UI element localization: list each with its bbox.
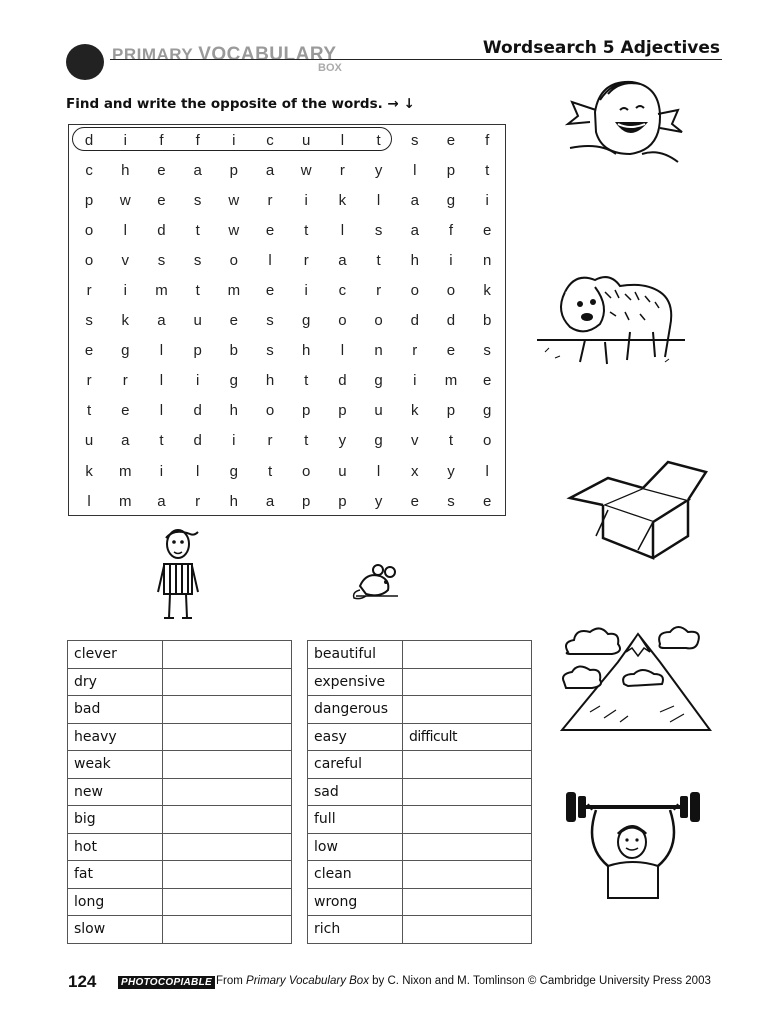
grid-letter: y <box>374 161 383 179</box>
grid-letter: h <box>410 251 419 269</box>
grid-letter: r <box>267 191 273 209</box>
right-answer-field[interactable] <box>403 641 532 669</box>
grid-letter: w <box>119 191 131 209</box>
right-word: sad <box>308 778 403 806</box>
grid-letter: y <box>338 432 347 450</box>
table-row <box>308 696 532 724</box>
grid-letter: d <box>446 312 456 330</box>
grid-letter: k <box>85 462 93 480</box>
left-answer-field[interactable] <box>163 723 292 751</box>
grid-letter: i <box>485 191 489 209</box>
grid-letter: l <box>376 462 381 480</box>
grid-letter: i <box>449 251 453 269</box>
grid-letter: g <box>302 312 311 330</box>
grid-letter: k <box>121 312 130 330</box>
grid-letter: d <box>338 372 347 390</box>
grid-letter: a <box>338 251 347 269</box>
grid-letter: p <box>446 161 456 179</box>
grid-letter: c <box>266 131 274 149</box>
grid-letter: i <box>413 372 417 390</box>
grid-letter: l <box>159 402 164 420</box>
table-row <box>68 641 292 669</box>
grid-letter: r <box>376 282 382 300</box>
grid-letter: d <box>193 432 202 450</box>
grid-letter: s <box>193 191 202 209</box>
header-rule <box>110 59 722 60</box>
grid-letter: s <box>447 492 455 510</box>
grid-letter: d <box>193 402 202 420</box>
grid-letter: s <box>266 312 274 330</box>
grid-letter: y <box>374 492 383 510</box>
grid-letter: e <box>121 402 130 420</box>
grid-letter: m <box>227 282 241 300</box>
left-word: long <box>68 888 163 916</box>
grid-letter: r <box>339 161 345 179</box>
grid-letter: p <box>229 161 239 179</box>
grid-letter: t <box>267 462 273 480</box>
grid-letter: m <box>119 492 132 510</box>
weightlifter-icon <box>562 786 704 901</box>
grid-letter: s <box>411 131 419 149</box>
left-answer-field[interactable] <box>163 778 292 806</box>
grid-letter: e <box>229 312 239 330</box>
table-row <box>308 888 532 916</box>
grid-letter: a <box>265 161 275 179</box>
right-word: clean <box>308 861 403 889</box>
laughing-girl-icon <box>560 72 685 177</box>
table-row <box>308 833 532 861</box>
grid-letter: e <box>482 372 492 390</box>
right-answer-field[interactable] <box>403 806 532 834</box>
grid-letter: o <box>302 462 311 480</box>
word-table-right <box>307 640 532 944</box>
left-answer-field[interactable] <box>163 696 292 724</box>
grid-letter: i <box>304 191 308 209</box>
grid-letter: r <box>267 432 273 450</box>
left-word: bad <box>68 696 163 724</box>
grid-letter: u <box>374 402 383 420</box>
grid-letter: a <box>265 492 275 510</box>
grid-letter: b <box>482 312 492 330</box>
grid-letter: w <box>228 191 240 209</box>
grid-letter: e <box>157 161 166 179</box>
right-answer-field[interactable] <box>403 751 532 779</box>
found-word-loop <box>72 127 392 151</box>
grid-letter: h <box>302 342 311 360</box>
grid-letter: g <box>121 342 130 360</box>
right-word: rich <box>308 916 403 944</box>
table-row <box>308 723 532 751</box>
grid-letter: k <box>338 191 347 209</box>
grid-letter: d <box>410 312 419 330</box>
grid-letter: o <box>84 251 94 269</box>
grid-letter: k <box>483 282 491 300</box>
grid-letter: l <box>195 462 200 480</box>
grid-letter: l <box>159 372 164 390</box>
table-row <box>68 696 292 724</box>
grid-letter: c <box>338 282 347 300</box>
grid-letter: w <box>228 221 240 239</box>
grid-letter: l <box>485 462 489 480</box>
credit-book-title: Primary Vocabulary Box <box>246 975 369 987</box>
grid-letter: r <box>412 342 418 360</box>
grid-letter: n <box>374 342 383 360</box>
page-title: Wordsearch 5 Adjectives <box>482 38 720 58</box>
grid-letter: t <box>304 372 309 390</box>
left-answer-field[interactable] <box>163 861 292 889</box>
brand-logo <box>112 44 337 66</box>
wordsearch-cells <box>71 125 505 516</box>
grid-letter: o <box>338 312 347 330</box>
table-row <box>68 861 292 889</box>
grid-letter: s <box>193 251 202 269</box>
right-answer-field[interactable] <box>403 888 532 916</box>
grid-letter: o <box>374 312 383 330</box>
grid-letter: t <box>195 282 200 300</box>
grid-letter: p <box>84 191 94 209</box>
grid-letter: s <box>85 312 93 330</box>
grid-letter: a <box>410 221 419 239</box>
grid-letter: f <box>159 131 164 149</box>
grid-letter: o <box>229 251 239 269</box>
table-row <box>68 751 292 779</box>
grid-letter: i <box>123 131 127 149</box>
left-word: new <box>68 778 163 806</box>
right-answer-field[interactable] <box>403 861 532 889</box>
grid-letter: m <box>155 282 168 300</box>
left-answer-field[interactable] <box>163 751 292 779</box>
grid-letter: s <box>374 221 383 239</box>
table-row <box>308 641 532 669</box>
grid-letter: v <box>411 432 419 450</box>
grid-letter: r <box>86 282 92 300</box>
grid-letter: e <box>446 131 456 149</box>
right-answer-field[interactable]: difficult <box>403 723 532 751</box>
left-answer-field[interactable] <box>163 833 292 861</box>
grid-letter: s <box>266 342 274 360</box>
right-answer-field[interactable] <box>403 916 532 944</box>
grid-letter: l <box>340 342 345 360</box>
grid-letter: c <box>85 161 93 179</box>
grid-letter: e <box>446 342 456 360</box>
table-row <box>68 778 292 806</box>
grid-letter: g <box>482 402 492 420</box>
grid-letter: p <box>446 402 456 420</box>
right-word: expensive <box>308 668 403 696</box>
grid-letter: i <box>304 282 308 300</box>
table-row <box>308 778 532 806</box>
table-row <box>308 861 532 889</box>
grid-letter: i <box>232 432 236 450</box>
grid-letter: u <box>302 131 311 149</box>
grid-letter: f <box>485 131 490 149</box>
grid-letter: i <box>159 462 164 480</box>
grid-letter: r <box>86 372 92 390</box>
grid-letter: e <box>265 282 275 300</box>
table-row <box>68 833 292 861</box>
left-word: dry <box>68 668 163 696</box>
grid-letter: p <box>302 402 311 420</box>
grid-letter: p <box>302 492 311 510</box>
grid-letter: o <box>482 432 492 450</box>
grid-letter: h <box>121 161 130 179</box>
grid-letter: o <box>84 221 94 239</box>
left-answer-field[interactable] <box>163 668 292 696</box>
grid-letter: t <box>87 402 92 420</box>
grid-letter: m <box>444 372 458 390</box>
grid-letter: e <box>157 191 166 209</box>
brand-primary: PRIMARY <box>112 45 199 64</box>
grid-letter: g <box>229 372 239 390</box>
grid-letter: p <box>338 492 347 510</box>
grid-letter: e <box>482 221 492 239</box>
credit-from: From <box>216 975 247 987</box>
left-word: clever <box>68 641 163 669</box>
grid-letter: o <box>446 282 456 300</box>
photocopiable-badge: PHOTOCOPIABLE <box>118 976 215 989</box>
grid-letter: o <box>410 282 419 300</box>
brand-box: BOX <box>318 62 342 74</box>
credit-line <box>216 975 711 987</box>
table-row <box>308 751 532 779</box>
grid-letter: w <box>300 161 312 179</box>
table-row <box>68 668 292 696</box>
grid-letter: o <box>265 402 275 420</box>
grid-letter: t <box>195 221 200 239</box>
left-word: slow <box>68 916 163 944</box>
grid-letter: r <box>122 372 128 390</box>
grid-letter: t <box>376 251 381 269</box>
mouse-icon <box>350 560 402 602</box>
grid-letter: e <box>84 342 94 360</box>
grid-letter: l <box>123 221 127 239</box>
brand-vocabulary: VOCABULARY <box>198 44 337 65</box>
grid-letter: l <box>268 251 272 269</box>
grid-letter: v <box>121 251 130 269</box>
left-answer-field[interactable] <box>163 806 292 834</box>
grid-letter: l <box>87 492 91 510</box>
grid-letter: f <box>448 221 454 239</box>
grid-letter: s <box>483 342 491 360</box>
table-row <box>68 916 292 944</box>
grid-letter: i <box>195 372 200 390</box>
left-word: fat <box>68 861 163 889</box>
grid-letter: t <box>159 432 164 450</box>
grid-letter: p <box>338 402 347 420</box>
thin-boy-icon <box>152 528 207 620</box>
instruction: Find and write the opposite of the words. → ↓ <box>66 96 415 112</box>
grid-letter: p <box>193 342 202 360</box>
grid-letter: t <box>485 161 490 179</box>
right-word: low <box>308 833 403 861</box>
grid-letter: m <box>119 462 132 480</box>
empty-box-icon <box>568 460 708 560</box>
grid-letter: t <box>304 221 309 239</box>
grid-letter: i <box>123 282 127 300</box>
grid-letter: u <box>84 432 94 450</box>
right-word: beautiful <box>308 641 403 669</box>
grid-letter: h <box>229 402 239 420</box>
grid-letter: l <box>413 161 417 179</box>
grid-letter: l <box>340 131 345 149</box>
grid-letter: r <box>303 251 309 269</box>
grid-letter: a <box>121 432 130 450</box>
right-word: careful <box>308 751 403 779</box>
grid-letter: f <box>195 131 200 149</box>
table-row <box>68 723 292 751</box>
grid-letter: e <box>482 492 492 510</box>
grid-letter: x <box>411 462 419 480</box>
right-answer-field[interactable] <box>403 778 532 806</box>
grid-letter: l <box>159 342 164 360</box>
table-row <box>308 916 532 944</box>
left-word: hot <box>68 833 163 861</box>
grid-letter: t <box>376 131 381 149</box>
grid-letter: g <box>374 432 383 450</box>
grid-letter: a <box>193 161 202 179</box>
grid-letter: g <box>374 372 383 390</box>
grid-letter: g <box>229 462 239 480</box>
table-row <box>308 806 532 834</box>
grid-letter: h <box>229 492 239 510</box>
right-answer-field[interactable] <box>403 696 532 724</box>
grid-letter: a <box>410 191 419 209</box>
right-answer-field[interactable] <box>403 668 532 696</box>
wordsearch-grid <box>68 124 506 516</box>
grid-letter: d <box>84 131 94 149</box>
table-row <box>308 668 532 696</box>
right-word: easy <box>308 723 403 751</box>
left-word: weak <box>68 751 163 779</box>
table-row <box>68 806 292 834</box>
left-answer-field[interactable] <box>163 641 292 669</box>
grid-letter: k <box>411 402 419 420</box>
grid-letter: t <box>304 432 309 450</box>
grid-letter: u <box>193 312 202 330</box>
grid-letter: e <box>265 221 275 239</box>
word-table-left <box>67 640 292 944</box>
grid-letter: g <box>446 191 456 209</box>
logo-dot <box>66 44 104 80</box>
grid-letter: h <box>265 372 275 390</box>
grid-letter: u <box>338 462 347 480</box>
grid-letter: i <box>232 131 236 149</box>
mountain-icon <box>560 622 712 732</box>
grid-letter: t <box>448 432 454 450</box>
left-word: big <box>68 806 163 834</box>
grid-letter: l <box>340 221 345 239</box>
left-answer-field[interactable] <box>163 916 292 944</box>
grid-letter: a <box>157 312 166 330</box>
grid-letter: b <box>229 342 239 360</box>
right-word: wrong <box>308 888 403 916</box>
grid-letter: e <box>410 492 419 510</box>
grid-letter: a <box>157 492 166 510</box>
grid-letter: n <box>482 251 492 269</box>
right-word: full <box>308 806 403 834</box>
grid-letter: s <box>157 251 166 269</box>
table-row <box>68 888 292 916</box>
credit-rest: by C. Nixon and M. Tomlinson © Cambridge University Press 2003 <box>368 975 711 987</box>
grid-letter: y <box>447 462 455 480</box>
grid-letter: r <box>195 492 201 510</box>
right-word: dangerous <box>308 696 403 724</box>
grid-letter: l <box>376 191 381 209</box>
right-answer-field[interactable] <box>403 833 532 861</box>
left-answer-field[interactable] <box>163 888 292 916</box>
left-word: heavy <box>68 723 163 751</box>
wet-dog-icon <box>535 262 685 374</box>
page-number: 124 <box>68 972 97 991</box>
grid-letter: d <box>157 221 166 239</box>
